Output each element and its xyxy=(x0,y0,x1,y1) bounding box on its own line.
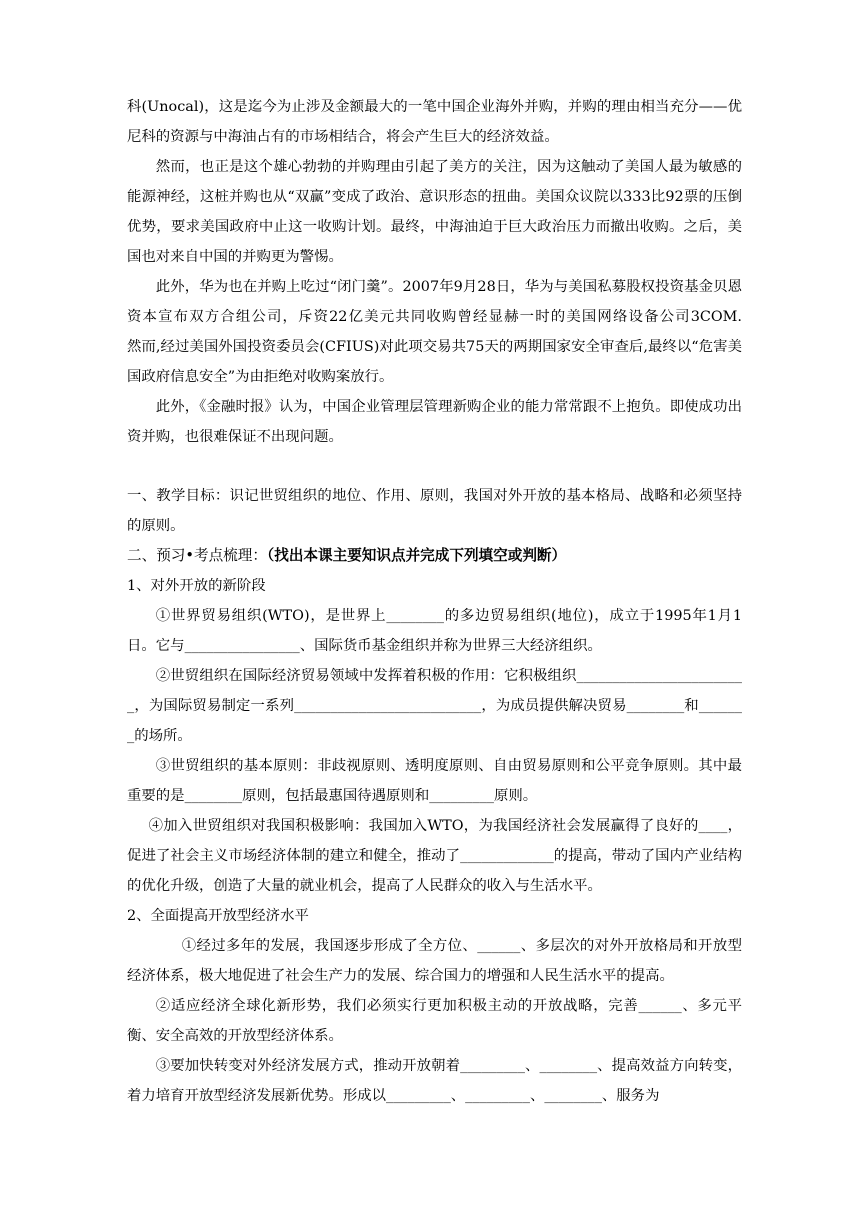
question-wto-status: ①世界贸易组织(WTO)，是世界上________的多边贸易组织(地位)，成立于1995年1月1日。它与________________、国际货币基金组织并称为世界三大经济组织。 xyxy=(127,608,742,654)
review-heading-label: 二、预习•考点梳理： xyxy=(127,547,267,564)
question-wto-role: ②世贸组织在国际经济贸易领域中发挥着积极的作用：它积极组织________________________，为国际贸易制定一系列__________________________，为成员提供解决贸易________和_______的场所。 xyxy=(127,668,742,744)
question-wto-impact: ④加入世贸组织对我国积极影响：我国加入WTO，为我国经济社会发展赢得了良好的____，促进了社会主义市场经济体制的建立和健全，推动了_____________的提高，带动了国内产业结构的优化升级，创造了大量的就业机会，提高了人民群众的收入与生活水平。 xyxy=(127,818,742,894)
paragraph-huawei-3com: 此外，华为也在并购上吃过“闭门羹”。2007年9月28日，华为与美国私募股权投资基金贝恩资本宣布双方合组公司，斥资22亿美元共同收购曾经显赫一时的美国网络设备公司3COM. 然而,经过美国外国投资委员会(CFIUS)对此项交易共75天的两期国家安全审查后,最终以“危害美国政府信息安全”为由拒绝对收购案放行。 xyxy=(127,279,771,385)
question-opening-pattern: ①经过多年的发展，我国逐步形成了全方位、______、多层次的对外开放格局和开放型经济体系，极大地促进了社会生产力的发展、综合国力的增强和人民生活水平的提高。 xyxy=(127,938,742,984)
study-guide-section xyxy=(127,481,742,1111)
question-transformation: ③要加快转变对外经济发展方式，推动开放朝着_________、________、提高效益方向转变，着力培育开放型经济发展新优势。形成以_________、_________、________、服务为 xyxy=(127,1058,742,1104)
subheading-open-economy: 2、全面提高开放型经济水平 xyxy=(127,908,309,924)
question-opening-strategy: ②适应经济全球化新形势，我们必须实行更加积极主动的开放战略，完善______、多元平衡、安全高效的开放型经济体系。 xyxy=(127,998,742,1044)
paragraph-financial-times: 此外，《金融时报》认为，中国企业管理层管理新购企业的能力常常跟不上抱负。即使成功出资并购，也很难保证不出现问题。 xyxy=(127,399,742,445)
paragraph-unocal: 科(Unocal)，这是迄今为止涉及金额最大的一笔中国企业海外并购，并购的理由相当充分——优尼科的资源与中海油占有的市场相结合，将会产生巨大的经济效益。 xyxy=(127,99,742,145)
paragraph-political-backlash: 然而，也正是这个雄心勃勃的并购理由引起了美方的关注，因为这触动了美国人最为敏感的能源神经，这桩并购也从“双赢”变成了政治、意识形态的扭曲。美国众议院以333比92票的压倒优势，要求美国政府中止这一收购计划。最终，中海油迫于巨大政治压力而撤出收购。之后，美国也对来自中国的并购更为警惕。 xyxy=(127,159,742,265)
review-heading xyxy=(127,541,742,571)
teaching-goal: 一、教学目标：识记世贸组织的地位、作用、原则，我国对外开放的基本格局、战略和必须坚持的原则。 xyxy=(127,488,742,534)
review-heading-note: （找出本课主要知识点并完成下列填空或判断） xyxy=(266,547,567,564)
case-study-section xyxy=(127,92,771,452)
question-wto-principles: ③世贸组织的基本原则：非歧视原则、透明度原则、自由贸易原则和公平竞争原则。其中最重要的是________原则，包括最惠国待遇原则和_________原则。 xyxy=(127,758,742,804)
subheading-new-stage: 1、对外开放的新阶段 xyxy=(127,578,266,594)
